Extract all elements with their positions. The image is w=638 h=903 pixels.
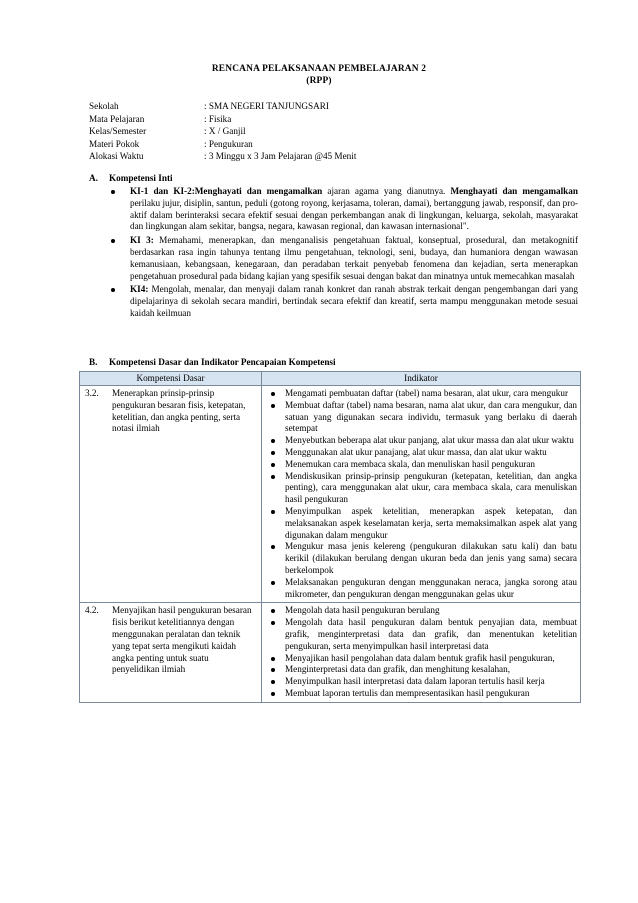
ki-text: Mengolah, menalar, dan menyaji dalam ranah konkret dan ranah abstrak terkait dengan pengembangan dari yang dipelajarinya di sekolah secara mandiri, bertindak secara efektif dan kreatif, serta mampu menggunakan metode sesuai kaidah keilmuan	[130, 284, 578, 318]
document-title: RENCANA PELAKSANAAN PEMBELAJARAN 2	[211, 64, 427, 74]
ki-item	[110, 284, 578, 319]
indicator-list	[265, 605, 577, 699]
indicator-cell	[262, 386, 581, 603]
indicator-text: Menyajikan hasil pengolahan data dalam bentuk grafik hasil pengukuran,	[285, 652, 555, 663]
list-item	[265, 541, 577, 576]
kd-text: Menerapkan prinsip-prinsip pengukuran besaran fisis, ketepatan, ketelitian, dan angka penting, serta notasi ilmiah	[112, 388, 246, 434]
section-title: Kompetensi Inti	[109, 173, 173, 183]
bullet-icon	[271, 692, 275, 696]
kd-number: 3.2.	[85, 388, 99, 398]
list-item	[265, 400, 577, 435]
section-title: Kompetensi Dasar dan Indikator Pencapaian Kompetensi	[109, 357, 336, 367]
indicator-text: Menyimpulkan aspek ketelitian, menerapkan aspek ketepatan, dan melaksanakan aspek keselamatan kerja, serta memaksimalkan aspek alat yang digunakan dalam mengukur	[285, 505, 577, 540]
indicator-text: Mengolah data hasil pengukuran dalam bentuk penyajian data, membuat grafik, menginterpretasi data dan grafik, dan menentukan ketelitian pengukuran, serta menyimpulkan hasil interpretasi data	[285, 617, 577, 651]
list-item	[265, 605, 577, 617]
section-letter: B.	[89, 357, 98, 367]
info-value: : Fisika	[204, 113, 232, 124]
info-key: Alokasi Waktu	[89, 151, 144, 162]
ki-item	[110, 186, 578, 233]
indicator-text: Menyimpulkan hasil interpretasi data dalam laporan tertulis hasil kerja	[285, 676, 545, 687]
ki-text: Memahami, menerapkan, dan menganalisis pengetahuan faktual, konseptual, prosedural, dan metakognitif berdasarkan rasa ingin tahunya tentang ilmu pengetahuan, teknologi, seni, budaya, dan humaniora dengan wawasan kemanusiaan, kebangsaan, kenegaraan, dan peradaban terkait penyebab fenomena dan kejadian, serta menerapkan pengetahuan prosedural pada bidang kajian yang spesifik sesuai dengan bakat dan minatnya untuk memecahkan masalah	[130, 235, 578, 281]
kd-text: Menyajikan hasil pengukuran besaran fisis berikut ketelitiannya dengan menggunakan peralatan dan teknik yang tepat serta mengikuti kaidah angka penting untuk suatu penyelidikan ilmiah	[112, 605, 252, 675]
indicator-text: Menyebutkan beberapa alat ukur panjang, alat ukur massa dan alat ukur waktu	[285, 435, 574, 446]
column-header: Indikator	[262, 372, 581, 386]
bullet-icon	[271, 581, 275, 585]
bullet-icon	[271, 657, 275, 661]
ki-text: perilaku jujur, disiplin, santun, peduli (gotong royong, kerjasama, toleran, damai), bertanggung jawab, responsif, dan pro-aktif dalam berinteraksi secara efektif sesuai dengan perkembangan anak di lingkungan, keluarga, sekolah, masyarakat dan lingkungan alam sekitar, bangsa, negara, kawasan regional, dan kawasan internasional".	[130, 197, 578, 232]
list-item	[265, 664, 577, 676]
indicator-text: Menemukan cara membaca skala, dan menuliskan hasil pengukuran	[285, 458, 536, 469]
list-item	[265, 617, 577, 652]
bullet-icon	[271, 609, 275, 613]
document-subtitle: (RPP)	[306, 76, 332, 86]
list-item	[265, 688, 577, 700]
bullet-icon	[271, 404, 275, 408]
info-value: : Pengukuran	[204, 138, 253, 149]
info-row	[89, 150, 549, 163]
table-row	[80, 386, 581, 603]
list-item	[265, 447, 577, 459]
ki-text: ajaran agama yang dianutnya.	[322, 186, 451, 196]
bullet-icon	[271, 451, 275, 455]
kd-cell	[80, 386, 262, 603]
info-key: Sekolah	[89, 101, 119, 111]
bullet-icon	[271, 463, 275, 467]
table-row	[80, 603, 581, 702]
info-row	[89, 138, 549, 151]
bullet-icon	[271, 621, 275, 625]
indicator-text: Menggunakan alat ukur panajang, alat ukur massa, dan alat ukur waktu	[285, 446, 547, 457]
bullet-icon	[271, 439, 275, 443]
list-item	[265, 577, 577, 601]
kd-cell	[80, 603, 262, 702]
indicator-text: Mengukur masa jenis kelereng (pengukuran dilakukan satu kali) dan batu kerikil (dilakukan berulang dengan ukuran beda dan jenis yang sama) secara berkelompok	[285, 541, 577, 575]
indicator-list	[265, 388, 577, 600]
info-row	[89, 125, 549, 138]
bullet-icon	[271, 545, 275, 549]
section-a-heading	[89, 173, 173, 185]
school-info	[89, 100, 549, 163]
ki-lead: Menghayati dan mengamalkan	[450, 186, 578, 196]
indicator-text: Mendiskusikan prinsip-prinsip pengukuran (ketepatan, ketelitian, dan angka penting), cara menggunakan alat ukur, cara membaca skala, cara menuliskan hasil pengukuran	[285, 470, 577, 505]
info-key: Kelas/Semester	[89, 126, 147, 137]
bullet-icon	[271, 475, 275, 479]
indicator-text: Melaksanakan pengukuran dengan menggunakan neraca, jangka sorong atau mikrometer, dan pengukuran dengan menggunakan gelas ukur	[285, 576, 577, 599]
list-item	[265, 435, 577, 447]
indicator-text: Membuat daftar (tabel) nama besaran, nama alat ukur, dan cara mengukur, dan satuan yang digunakan secara individu, termasuk yang berlaku di daerah setempat	[285, 399, 577, 434]
indicator-text: Mengolah data hasil pengukuran berulang	[285, 605, 440, 616]
info-value: : 3 Minggu x 3 Jam Pelajaran @45 Menit	[204, 151, 357, 162]
bullet-icon	[271, 668, 275, 672]
ki-lead: KI 3:	[130, 235, 154, 246]
column-header: Kompetensi Dasar	[80, 372, 262, 386]
ki-item	[110, 235, 578, 282]
ki-lead: KI-1 dan KI-2:Menghayati dan mengamalkan	[130, 186, 323, 196]
info-key: Materi Pokok	[89, 138, 140, 149]
section-letter: A.	[89, 173, 98, 183]
list-item	[265, 471, 577, 506]
list-item	[265, 653, 577, 665]
info-row	[89, 100, 549, 113]
info-row	[89, 113, 549, 126]
bullet-icon	[271, 510, 275, 514]
list-item	[265, 676, 577, 688]
list-item	[265, 459, 577, 471]
kompetensi-inti-list	[110, 186, 578, 322]
list-item	[265, 388, 577, 400]
indicator-cell	[262, 603, 581, 702]
indicator-text: Membuat laporan tertulis dan mempresentasikan hasil pengukuran	[285, 687, 530, 698]
bullet-icon	[111, 288, 115, 292]
indicator-text: Mengamati pembuatan daftar (tabel) nama besaran, alat ukur, cara mengukur	[285, 388, 569, 398]
list-item	[265, 506, 577, 541]
bullet-icon	[271, 392, 275, 396]
competency-table	[79, 371, 581, 703]
info-key: Mata Pelajaran	[89, 113, 145, 124]
bullet-icon	[111, 239, 115, 243]
section-b-heading	[89, 357, 336, 369]
info-value: : SMA NEGERI TANJUNGSARI	[204, 101, 329, 111]
indicator-text: Menginterpretasi data dan grafik, dan menghitung kesalahan,	[285, 664, 511, 675]
info-value: : X / Ganjil	[204, 126, 246, 137]
bullet-icon	[271, 680, 275, 684]
kd-number: 4.2.	[85, 605, 99, 616]
ki-lead: KI4:	[130, 284, 149, 295]
bullet-icon	[111, 190, 115, 194]
table-header-row	[80, 372, 581, 386]
